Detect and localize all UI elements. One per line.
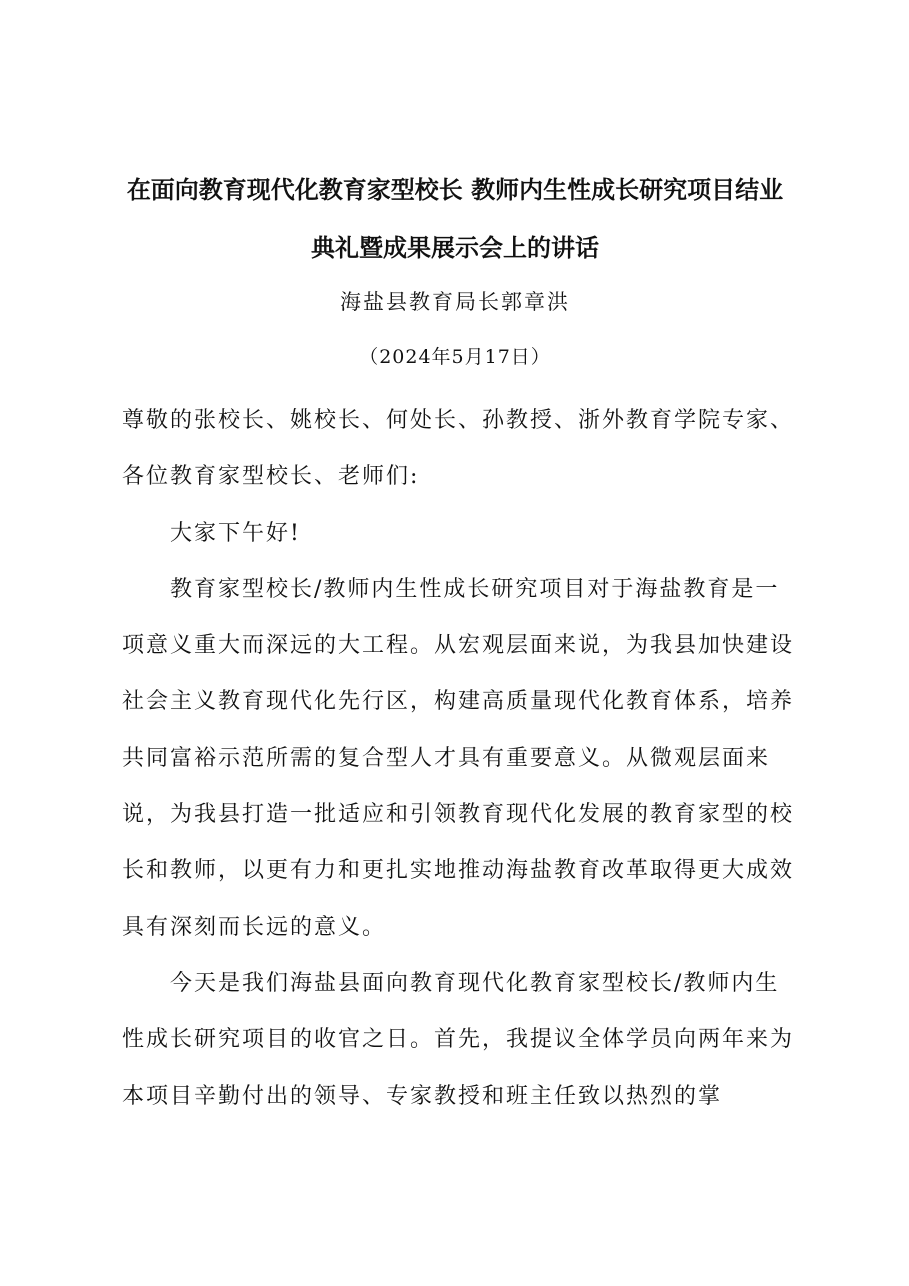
salutation: 尊敬的张校长、姚校长、何处长、孙教授、浙外教育学院专家、各位教育家型校长、老师们: bbox=[122, 408, 795, 490]
document-body bbox=[122, 393, 798, 1125]
paragraph-1: 教育家型校长/教师内生性成长研究项目对于海盐教育是一项意义重大而深远的大工程。从宏观层面来说，为我县加快建设社会主义教育现代化先行区，构建高质量现代化教育体系，培养共同富裕示范所需的复合型人才具有重要意义。从微观层面来说，为我县打造一批适应和引领教育现代化发展的教育家型的校长和教师，以更有力和更扎实地推动海盐教育改革取得更大成效具有深刻而长远的意义。 bbox=[122, 576, 795, 940]
greeting: 大家下午好! bbox=[170, 520, 301, 546]
document-title-line-2: 典礼暨成果展示会上的讲话 bbox=[311, 233, 599, 262]
document-author: 海盐县教育局长郭章洪 bbox=[340, 290, 570, 314]
document-date: （2024年5月17日） bbox=[359, 346, 551, 368]
document-title-line-1: 在面向教育现代化教育家型校长 教师内生性成长研究项目结业 bbox=[126, 175, 784, 204]
paragraph-2: 今天是我们海盐县面向教育现代化教育家型校长/教师内生性成长研究项目的收官之日。首先，我提议全体学员向两年来为本项目辛勤付出的领导、专家教授和班主任致以热烈的掌 bbox=[122, 970, 795, 1109]
